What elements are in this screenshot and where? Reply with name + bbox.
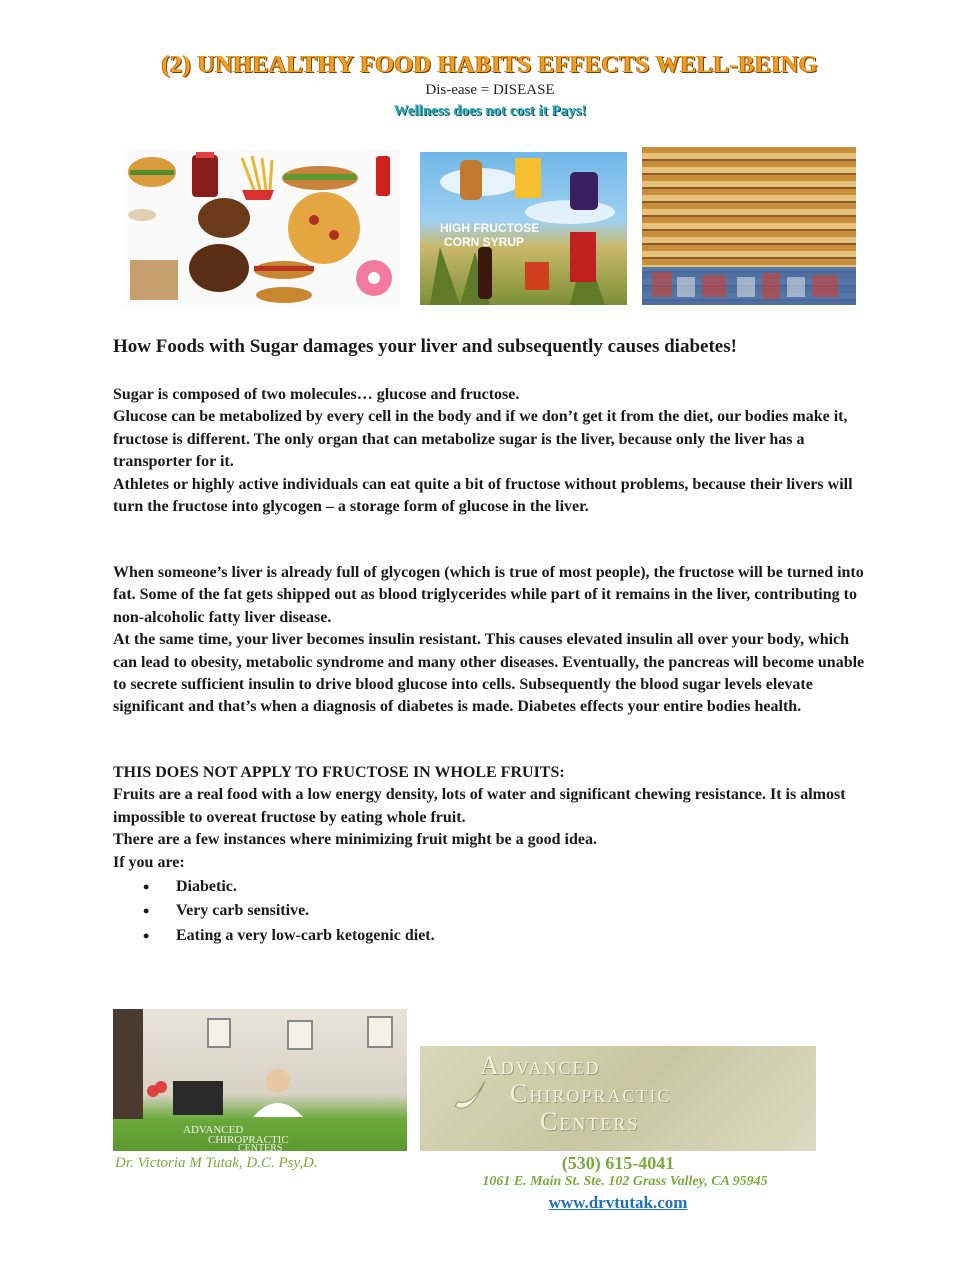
website-link[interactable]: www.drvtutak.com: [548, 1193, 688, 1212]
high-fructose-corn-syrup-image: [420, 152, 627, 305]
logo-line-2: Chiropractic: [510, 1079, 672, 1108]
junk-food-collage-image: [124, 150, 400, 305]
hfcs-label-2: CORN SYRUP: [444, 235, 525, 249]
logo-text: [480, 1052, 671, 1136]
text-line: When someone’s liver is already full of glycogen (which is true of most people), the fructose will be turned into fat. Some of the fat gets shipped out as blood triglycerides while part of it remains in the liver, contributing to non-alcoholic fatty liver disease.: [113, 564, 864, 626]
text-line: If you are:: [113, 853, 185, 871]
logo-line-1: Advanced: [480, 1051, 601, 1080]
phone-number: (530) 615-4041: [561, 1153, 675, 1173]
text-line: Sugar is composed of two molecules… glucose and fructose.: [113, 386, 520, 403]
text-line: Athletes or highly active individuals can eat quite a bit of fructose without problems, because their livers will turn the fructose into glycogen – a storage form of glucose in the liver.: [113, 475, 853, 516]
office-logo-line-1: ADVANCED: [183, 1124, 244, 1136]
text-line: Glucose can be metabolized by every cell in the body and if we don’t get it from the diet, our bodies make it, fructose is different. The only organ that can metabolize sugar is the liver, because only the liver has a transporter for it.: [113, 408, 848, 471]
list-item: • Diabetic.: [143, 875, 435, 899]
text-line: There are a few instances where minimizing fruit might be a good idea.: [113, 831, 597, 849]
section-heading: THIS DOES NOT APPLY TO FRUCTOSE IN WHOLE FRUITS:: [113, 764, 565, 781]
doctor-office-photo: [113, 1009, 407, 1151]
text-line: At the same time, your liver becomes insulin resistant. This causes elevated insulin all over your body, which can lead to obesity, metabolic syndrome and many other diseases. Eventually, the pancreas will become unable to secrete sufficient insulin to drive blood glucose into cells. Subsequently the blood sugar levels elevate significant and that’s when a diagnosis of diabetes is made. Diabetes effects your entire bodies health.: [113, 631, 865, 716]
list-item: • Very carb sensitive.: [143, 899, 435, 923]
text-line: Fruits are a real food with a low energy density, lots of water and significant chewing resistance. It is almost impossible to overeat fructose by eating whole fruit.: [113, 786, 846, 826]
article-heading: How Foods with Sugar damages your liver and subsequently causes diabetes!: [113, 336, 737, 357]
clinic-address: 1061 E. Main St. Ste. 102 Grass Valley, CA 95945: [482, 1174, 768, 1189]
list-item: • Eating a very low-carb ketogenic diet.: [143, 924, 435, 948]
grocery-aisle-image: [642, 147, 856, 305]
logo-line-3: Centers: [540, 1107, 640, 1136]
clinic-logo: [420, 1046, 816, 1151]
doctor-name: Dr. Victoria M Tutak, D.C. Psy,D.: [115, 1155, 318, 1171]
office-logo-line-3: CENTERS: [238, 1143, 283, 1151]
paragraph-whole-fruits: [113, 762, 873, 874]
page-title: (2) UNHEALTHY FOOD HABITS EFFECTS WELL-BEING: [161, 52, 819, 78]
office-logo-line-2: CHIROPRACTIC: [208, 1134, 289, 1146]
tagline: Wellness does not cost it Pays!: [393, 103, 587, 119]
paragraph-fructose-fat: [113, 562, 873, 719]
paragraph-sugar-composition: [113, 384, 873, 518]
bullet-list: [143, 875, 435, 948]
hfcs-label-1: HIGH FRUCTOSE: [440, 221, 540, 235]
subtitle: Dis-ease = DISEASE: [425, 82, 555, 98]
